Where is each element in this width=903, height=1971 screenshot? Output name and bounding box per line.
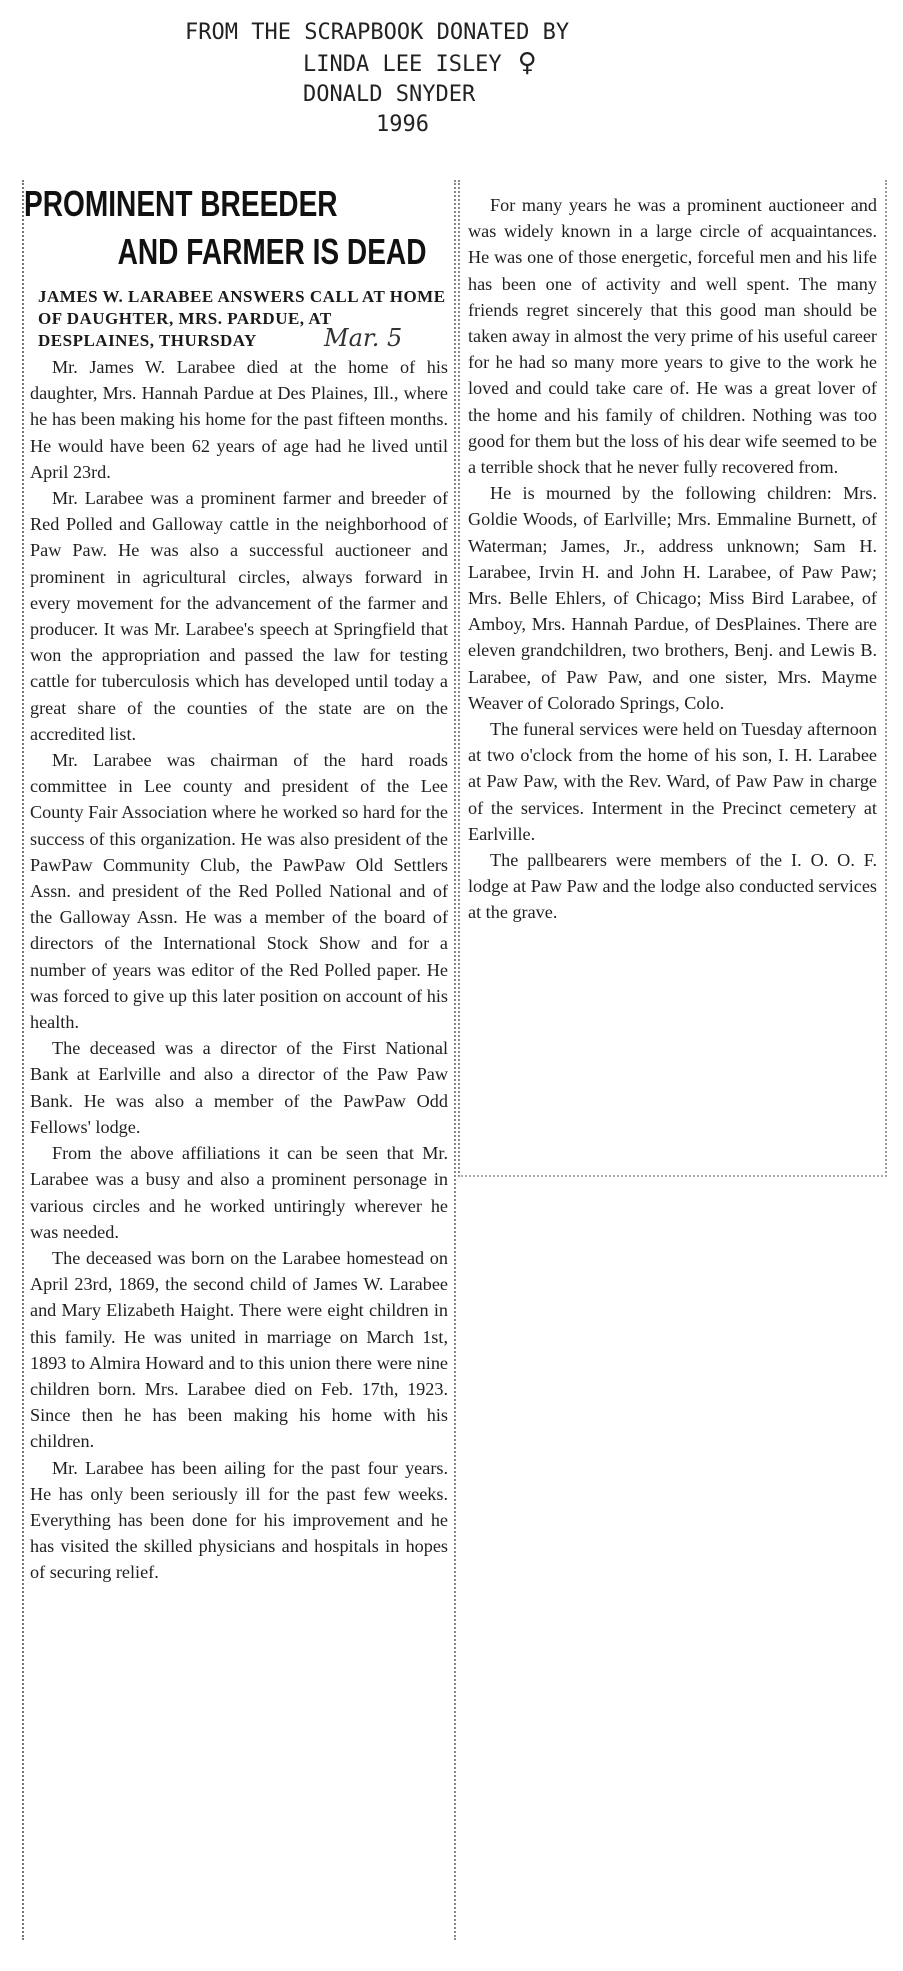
paragraph: Mr. Larabee was chairman of the hard roads committee in Lee county and president of the Lee County Fair Association where he worked so hard for the success of this organization. He was also president of the PawPaw Community Club, the PawPaw Old Settlers Assn. and president of the Red Polled National and of the Galloway Assn. He was a member of the board of directors of the International Stock Show and for a number of years was editor of the Red Polled paper. He was forced to give up this later position on account of his health. — [30, 750, 448, 1033]
headline-line-2: AND FARMER IS DEAD — [117, 231, 427, 272]
paragraph: For many years he was a prominent auctioneer and was widely known in a large circle of acquaintances. He was one of those energetic, forceful men and his life has been one of activity and well spent. The many friends regret sincerely that this good man should be taken away in almost the very prime of his useful career for he had so many more years to give to the work he loved and could take care of. He was a great lover of the home and his family of children. Nothing was too good for them but the loss of his dear wife seemed to be a terrible shock that he never fully recovered from. — [468, 195, 877, 478]
header-line-year: 1996 — [376, 112, 429, 137]
paragraph: The deceased was a director of the First National Bank at Earlville and also a director of the Paw Paw Bank. He was also a member of the PawPaw Odd Fellows' lodge. — [30, 1038, 448, 1137]
header-line-donor-1 — [303, 48, 710, 80]
handwritten-initials: ♀ — [517, 48, 537, 78]
paragraph: Mr. James W. Larabee died at the home of his daughter, Mrs. Hannah Pardue at Des Plaines, Ill., where he has been making his home for the past fifteen months. He would have been 62 years of age had he lived until April 23rd. — [30, 357, 448, 482]
paragraph: From the above affiliations it can be seen that Mr. Larabee was a busy and also a prominent personage in various circles and he worked untiringly wherever he was needed. — [30, 1143, 448, 1242]
scrapbook-header — [150, 18, 710, 140]
article-column-left — [22, 180, 456, 1940]
paragraph: The pallbearers were members of the I. O. O. F. lodge at Paw Paw and the lodge also conducted services at the grave. — [468, 850, 877, 923]
donor-name-1: LINDA LEE ISLEY — [303, 52, 502, 77]
paragraph: The deceased was born on the Larabee homestead on April 23rd, 1869, the second child of James W. Larabee and Mary Elizabeth Haight. There were eight children in this family. He was united in marriage on March 1st, 1893 to Almira Howard and to this union there were nine children born. Mrs. Larabee died on Feb. 17th, 1923. Since then he has been making his home with his children. — [30, 1247, 448, 1452]
paragraph: Mr. Larabee has been ailing for the past four years. He has only been seriously ill for the past few weeks. Everything has been done for his improvement and he has visited the skilled physicians and hospitals in hopes of securing relief. — [30, 1457, 448, 1583]
paragraph: He is mourned by the following children: Mrs. Goldie Woods, of Earlville; Mrs. Emmaline Burnett, of Waterman; James, Jr., address unknown; Sam H. Larabee, Irvin H. and John H. Larabee, of Paw Paw; Mrs. Belle Ehlers, of Chicago; Miss Bird Larabee, of Amboy, Mrs. Hannah Pardue, of DesPlaines. There are eleven grandchildren, two brothers, Benj. and Lewis B. Larabee, of Paw Paw, and one sister, Mrs. Mayme Weaver of Colorado Springs, Colo. — [468, 483, 877, 713]
header-line-donated-by: FROM THE SCRAPBOOK DONATED BY — [185, 20, 570, 45]
headline-line-1: PROMINENT BREEDER — [24, 183, 338, 224]
article-headline — [24, 180, 427, 276]
article-column-right — [458, 180, 887, 1177]
header-line-donor-2: DONALD SNYDER — [303, 82, 476, 107]
article-subhead: JAMES W. LARABEE ANSWERS CALL AT HOME OF DAUGHTER, MRS. PARDUE, AT DESPLAINES, THURSDAY — [38, 287, 446, 350]
handwritten-date: Mar. 5 — [324, 324, 403, 352]
paragraph: Mr. Larabee was a prominent farmer and breeder of Red Polled and Galloway cattle in the neighborhood of Paw Paw. He was also a successful auctioneer and prominent in agricultural circles, always forward in every movement for the advancement of the farmer and producer. It was Mr. Larabee's speech at Springfield that won the appropriation and passed the law for testing cattle for tuberculosis which has developed until today a great share of the counties of the state are on the accredited list. — [30, 488, 448, 744]
paragraph: The funeral services were held on Tuesday afternoon at two o'clock from the home of his son, I. H. Larabee at Paw Paw, with the Rev. Ward, of Paw Paw in charge of the services. Interment in the Precinct cemetery at Earlville. — [468, 719, 877, 844]
